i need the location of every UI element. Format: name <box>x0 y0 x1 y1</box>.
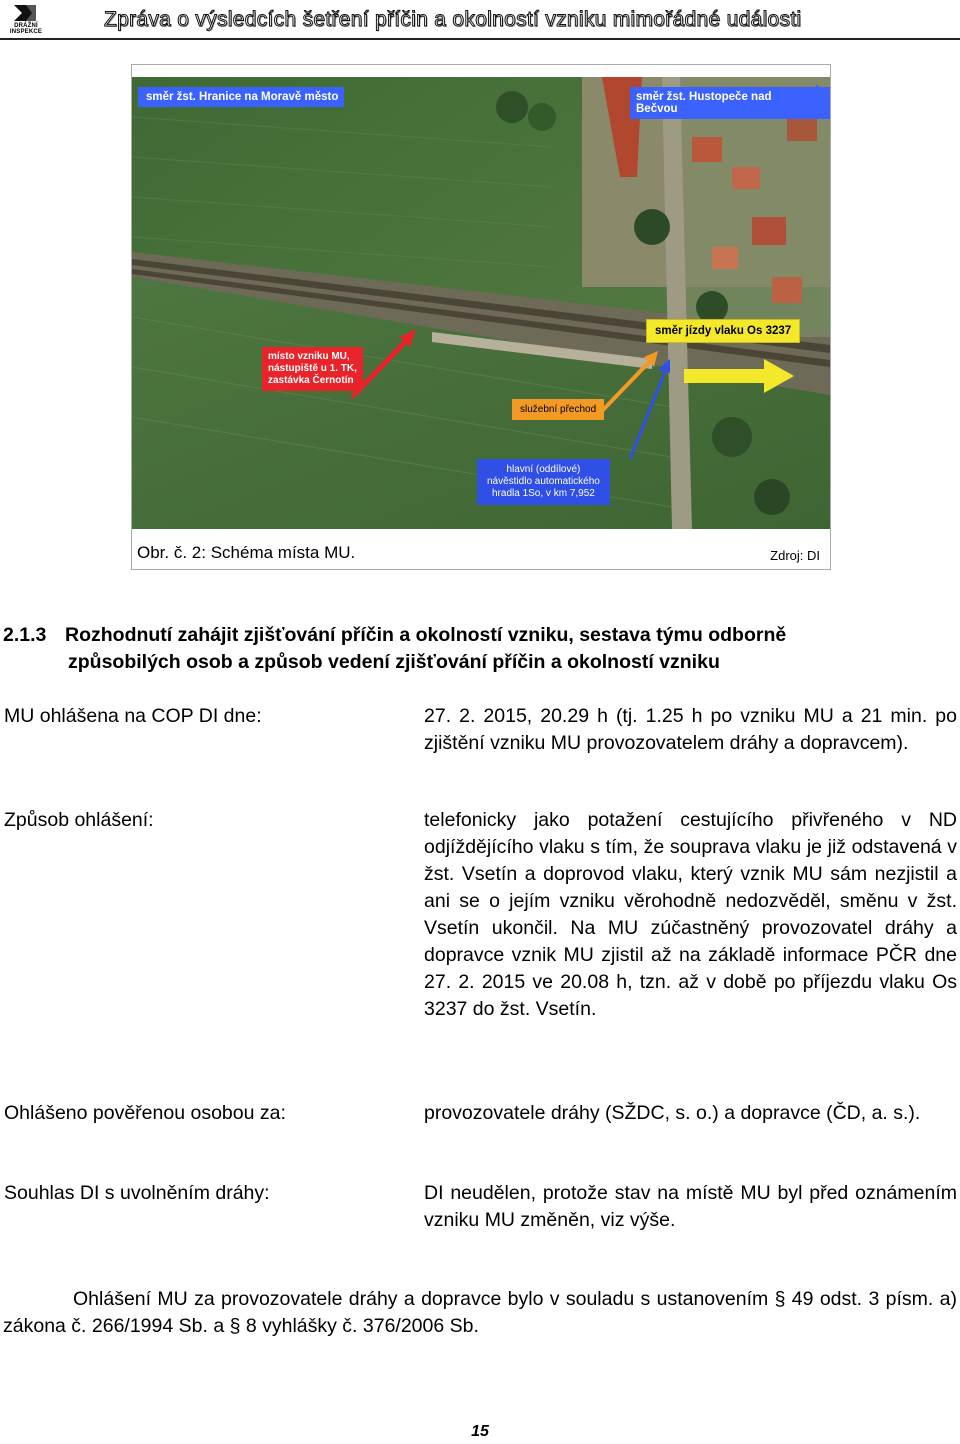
train-direction-arrow-icon <box>684 359 794 393</box>
section-number: 2.1.3 <box>3 624 47 646</box>
arrow-left-icon <box>142 83 392 113</box>
aerial-photo <box>132 77 830 529</box>
section-title-line1: Rozhodnutí zahájit zjišťování příčin a okolností vzniku, sestava týmu odborně <box>65 624 787 646</box>
report-method-label: Způsob ohlášení: <box>4 809 154 831</box>
page-number: 15 <box>471 1423 489 1440</box>
reported-date-value: 27. 2. 2015, 20.29 h (tj. 1.25 h po vzniku MU a 21 min. po zjištění vzniku MU provozovatelem dráhy a dopravcem). <box>424 705 957 754</box>
reported-by-label: Ohlášeno pověřenou osobou za: <box>4 1102 286 1124</box>
header-divider <box>0 38 960 40</box>
document-header-title: Zpráva o výsledcích šetření příčin a okolností vzniku mimořádné události <box>104 8 802 31</box>
arrow-right-icon <box>804 84 830 112</box>
figure-caption: Obr. č. 2: Schéma místa MU. <box>137 543 356 562</box>
signal-label: hlavní (oddílové) návěstidlo automatického hradla 1So, v km 7,952 <box>477 459 610 505</box>
figure-source: Zdroj: DI <box>770 548 820 563</box>
accident-arrow-icon <box>344 325 424 405</box>
signal-arrow-icon <box>626 355 676 465</box>
direction-right-label: směr žst. Hustopeče nad Bečvou <box>630 87 830 119</box>
direction-left-label: směr žst. Hranice na Moravě město <box>138 87 344 107</box>
reported-date-label: MU ohlášena na COP DI dne: <box>4 705 262 727</box>
release-consent-label: Souhlas DI s uvolněním dráhy: <box>4 1182 270 1204</box>
logo-emblem-icon <box>12 3 38 23</box>
accident-place-label: místo vzniku MU, nástupiště u 1. TK, zastávka Černotín <box>262 347 363 391</box>
figure-frame <box>131 64 831 570</box>
service-crossing-label: služební přechod <box>512 399 604 420</box>
inspection-logo <box>4 3 48 35</box>
report-method-value: telefonicky jako potažení cestujícího přivřeného v ND odjíždějícího vlaku s tím, že souprava vlaku je již odstavená v žst. Vsetín a doprovod vlaku, který vznik MU sám nezjistil a ani se o jejím vzniku věrohodně nedozvěděl, směnu v žst. Vsetín ukončil. Na MU zúčastněný provozovatel dráhy a dopravce vznik MU zjistil až na základě informace PČR dne 27. 2. 2015 ve 20.08 h, tzn. až v době po příjezdu vlaku Os 3237 do žst. Vsetín. <box>424 809 957 1020</box>
closing-paragraph: Ohlášení MU za provozovatele dráhy a dopravce bylo v souladu s ustanovením § 49 odst. 3 písm. a) zákona č. 266/1994 Sb. a § 8 vyhlášky č. 376/2006 Sb. <box>3 1288 957 1337</box>
logo-text: DRÁŽNÍ INSPEKCE <box>9 23 43 35</box>
release-consent-value: DI neudělen, protože stav na místě MU byl před oznámením vzniku MU změněn, viz výše. <box>424 1182 957 1231</box>
section-title-line2: způsobilých osob a způsob vedení zjišťování příčin a okolností vzniku <box>68 651 720 673</box>
train-direction-label: směr jízdy vlaku Os 3237 <box>646 319 800 343</box>
reported-by-value: provozovatele dráhy (SŽDC, s. o.) a dopravce (ČD, a. s.). <box>424 1102 921 1124</box>
section-heading <box>3 622 957 676</box>
